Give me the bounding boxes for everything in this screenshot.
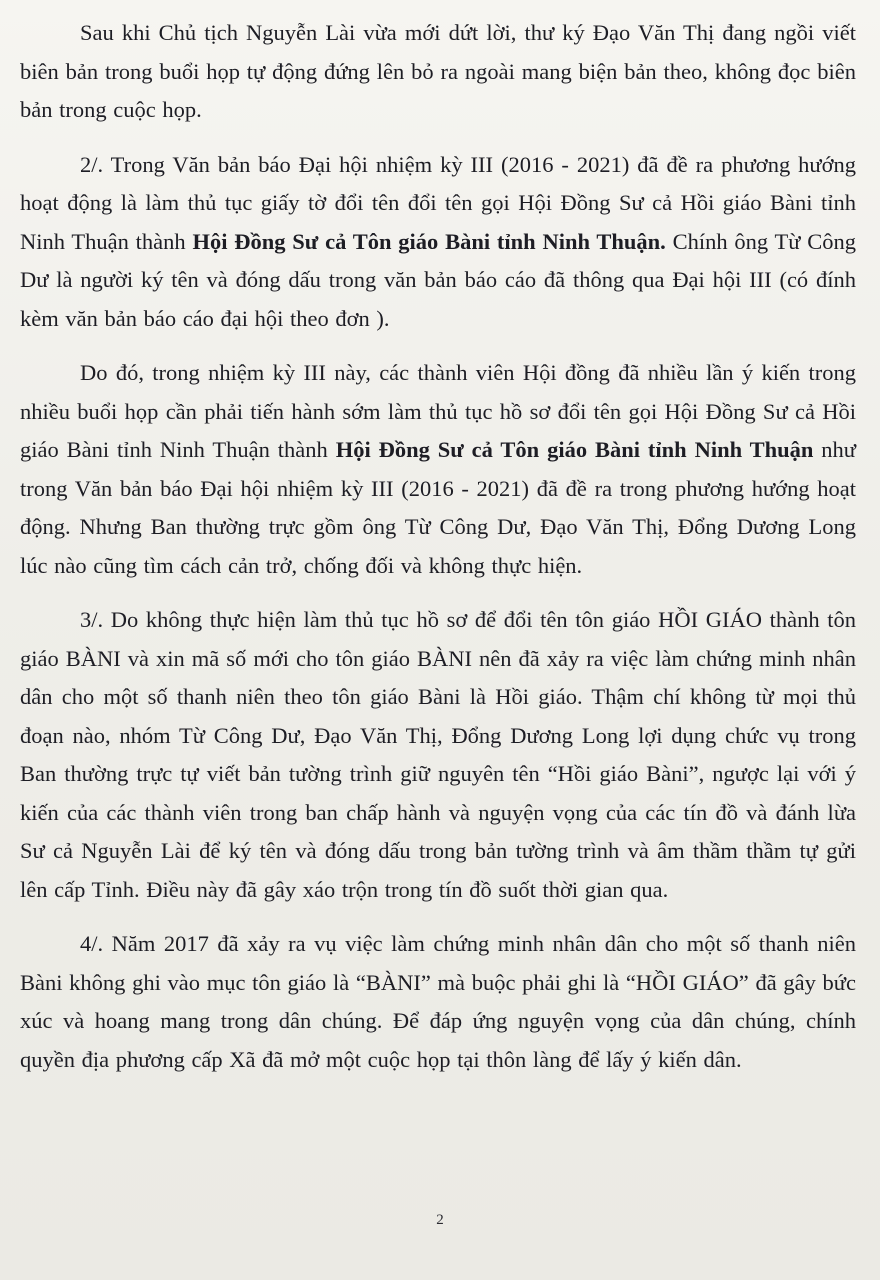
paragraph-text: Do đó, trong nhiệm kỳ III này, các thành viên Hội đồng đã nhiều lần ý kiến trong nhiều buổi họp cần phải tiến hành sớm làm thủ tục hồ sơ đổi tên gọi Hội Đồng Sư cả Hồi giáo Bàni tỉnh Ninh Thuận thành: [20, 360, 856, 462]
paragraph-therefore: [20, 354, 856, 585]
bold-organization-name: Hội Đồng Sư cả Tôn giáo Bàni tỉnh Ninh Thuận.: [192, 228, 666, 254]
paragraph-text: như trong Văn bản báo Đại hội nhiệm kỳ III (2016 - 2021) đã đề ra trong phương hướng hoạt động. Nhưng Ban thường trực gồm ông Từ Công Dư, Đạo Văn Thị, Đổng Dương Long lúc nào cũng tìm cách cản trở, chống đối và không thực hiện.: [20, 437, 857, 578]
paragraph-text: 4/. Năm 2017 đã xảy ra vụ việc làm chứng minh nhân dân cho một số thanh niên Bàni không ghi vào mục tôn giáo là “BÀNI” mà buộc phải ghi là “HỒI GIÁO” đã gây bức xúc và hoang mang trong dân chúng. Để đáp ứng nguyện vọng của dân chúng, chính quyền địa phương cấp Xã đã mở một cuộc họp tại thôn làng để lấy ý kiến dân.: [20, 931, 856, 1072]
paragraph-section-4: [20, 925, 856, 1079]
paragraph-section-2: [20, 146, 856, 339]
bold-organization-name: Hội Đồng Sư cả Tôn giáo Bàni tỉnh Ninh Thuận: [335, 437, 814, 462]
paragraph-section-3: [20, 601, 856, 909]
page-number: 2: [436, 1212, 444, 1228]
paragraph-text: Chính ông Từ Công Dư là người ký tên và đóng dấu trong văn bản báo cáo đã thông qua Đại hội III (có đính kèm văn bản báo cáo đại hội theo đơn ).: [20, 228, 856, 331]
paragraph-text: 2/. Trong Văn bản báo Đại hội nhiệm kỳ III (2016 - 2021) đã đề ra phương hướng hoạt động là làm thủ tục giấy tờ đổi tên đổi tên gọi Hội Đồng Sư cả Hồi giáo Bàni tỉnh Ninh Thuận thành: [20, 151, 856, 254]
paragraph-meeting-minutes: [20, 14, 856, 130]
paragraph-text: Sau khi Chủ tịch Nguyễn Lài vừa mới dứt lời, thư ký Đạo Văn Thị đang ngồi viết biên bản trong buổi họp tự động đứng lên bỏ ra ngoài mang biện bản theo, không đọc biên bản trong cuộc họp.: [20, 20, 856, 122]
paragraph-text: 3/. Do không thực hiện làm thủ tục hồ sơ để đổi tên tôn giáo HỒI GIÁO thành tôn giáo BÀNI và xin mã số mới cho tôn giáo BÀNI nên đã xảy ra việc làm chứng minh nhân dân cho một số thanh niên theo tôn giáo Bàni là Hồi giáo. Thậm chí không từ mọi thủ đoạn nào, nhóm Từ Công Dư, Đạo Văn Thị, Đổng Dương Long lợi dụng chức vụ trong Ban thường trực tự viết bản tường trình giữ nguyên tên “Hồi giáo Bàni”, ngược lại với ý kiến của các thành viên trong ban chấp hành và nguyện vọng của các tín đồ và đánh lừa Sư cả Nguyễn Lài để ký tên và đóng dấu trong bản tường trình và âm thầm thầm tự gửi lên cấp Tỉnh. Điều này đã gây xáo trộn trong tín đồ suốt thời gian qua.: [20, 607, 856, 902]
